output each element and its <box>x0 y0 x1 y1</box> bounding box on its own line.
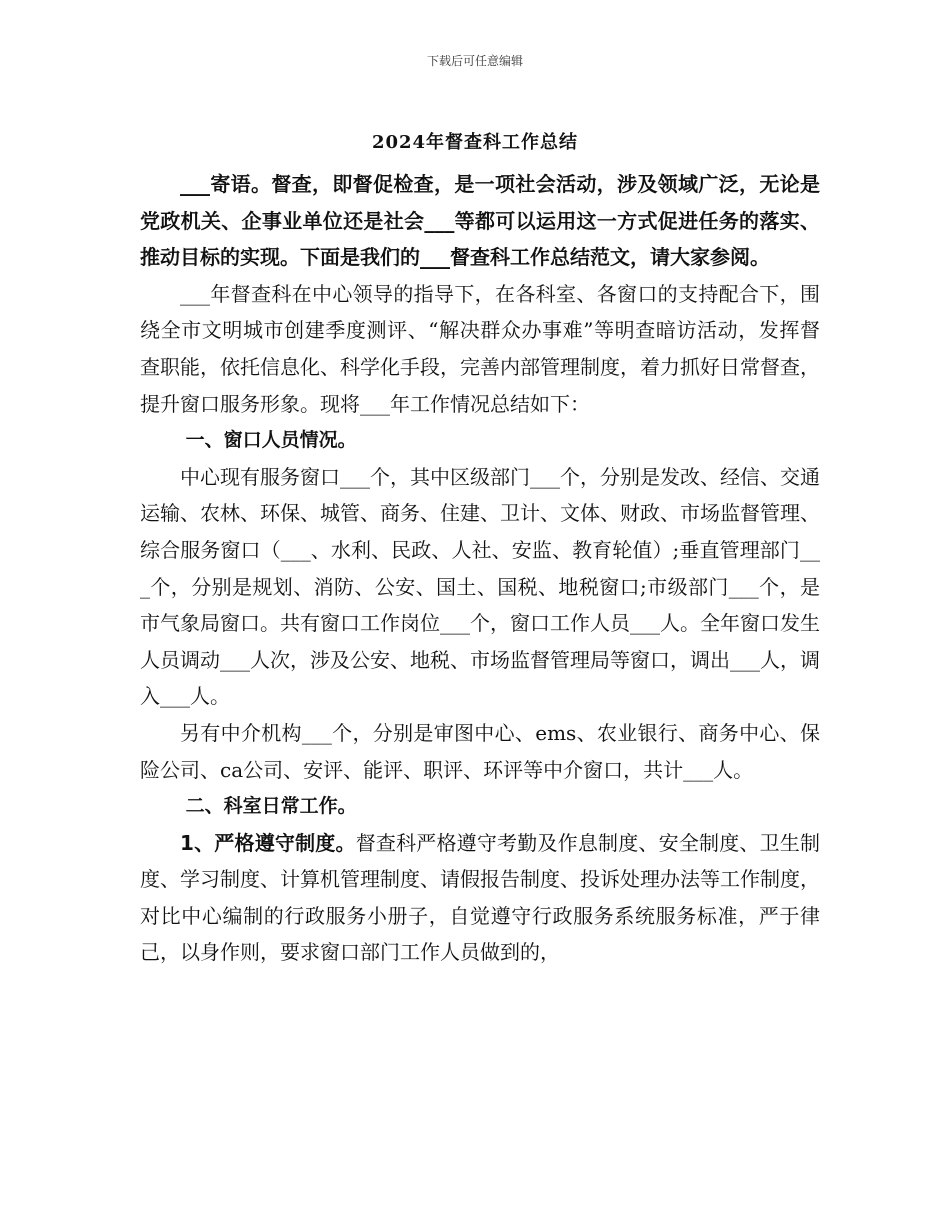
window-staff-paragraph: 中心现有服务窗口___个，其中区级部门___个，分别是发改、经信、交通运输、农林、环保、城管、商务、住建、卫计、文体、财政、市场监督管理、综合服务窗口（___、水利、民政、人社、安监、教育轮值）;垂直管理部门___个，分别是规划、消防、公安、国土、国税、地税窗口;市级部门___个，是市气象局窗口。共有窗口工作岗位___个，窗口工作人员___人。全年窗口发生人员调动___人次，涉及公安、地税、市场监督管理局等窗口，调出___人，调入___人。 <box>140 464 820 709</box>
agency-paragraph: 另有中介机构___个，分别是审图中心、ems、农业银行、商务中心、保险公司、ca公司、安评、能评、职评、环评等中介窗口，共计___人。 <box>140 720 820 782</box>
intro-paragraph: ___寄语。督查，即督促检查，是一项社会活动，涉及领域广泛，无论是党政机关、企事业单位还是社会___等都可以运用这一方式促进任务的落实、推动目标的实现。下面是我们的___督查科工作总结范文，请大家参阅。 <box>140 172 820 270</box>
overview-paragraph: ___年督查科在中心领导的指导下，在各科室、各窗口的支持配合下，围绕全市文明城市创建季度测评、“解决群众办事难”等明查暗访活动，发挥督查职能，依托信息化、科学化手段，完善内部管理制度，着力抓好日常督查，提升窗口服务形象。现将___年工作情况总结如下： <box>140 281 820 416</box>
document-title: 2024年督查科工作总结 <box>371 132 579 153</box>
rules-item-text: 督查科严格遵守考勤及作息制度、安全制度、卫生制度、学习制度、计算机管理制度、请假报告制度、投诉处理办法等工作制度，对比中心编制的行政服务小册子，自觉遵守行政服务系统服务标准，严于律己，以身作则，要求窗口部门工作人员做到的， <box>140 830 821 965</box>
section-heading-window-staff: 一、窗口人员情况。 <box>185 429 357 452</box>
rules-paragraph <box>140 825 820 971</box>
document-body <box>140 166 820 971</box>
section-heading-daily-work: 二、科室日常工作。 <box>185 795 357 818</box>
rules-item-label: 1、严格遵守制度。 <box>180 830 356 855</box>
page-header-note: 下载后可任意编辑 <box>426 54 523 68</box>
